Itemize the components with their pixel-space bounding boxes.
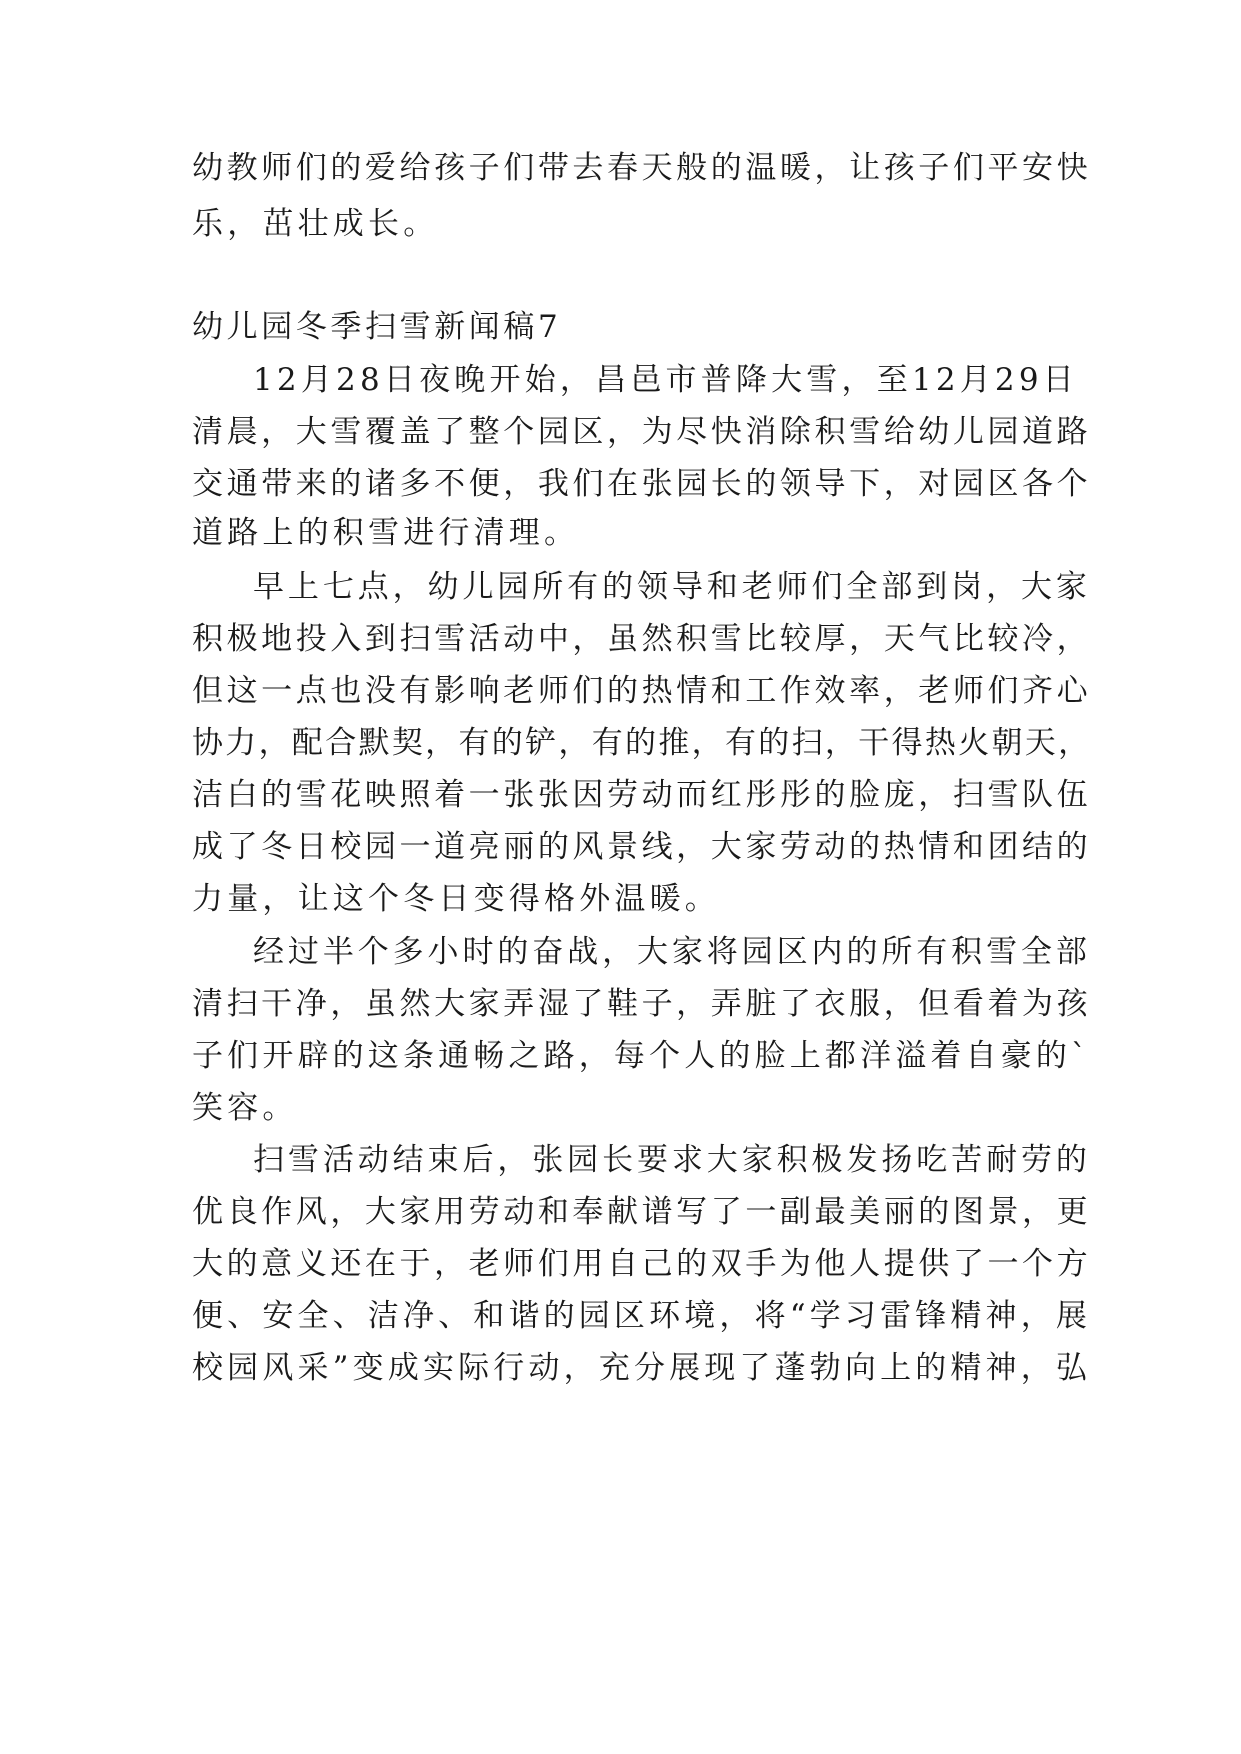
paragraph-line: 扫雪活动结束后，张园长要求大家积极发扬吃苦耐劳的 — [253, 1142, 1091, 1178]
paragraph-line: 力量，让这个冬日变得格外温暖。 — [192, 881, 720, 917]
paragraph-line: 大的意义还在于，老师们用自己的双手为他人提供了一个方 — [192, 1246, 1092, 1282]
paragraph-line: 12月28日夜晚开始，昌邑市普降大雪，至12月29日 — [253, 362, 1078, 398]
paragraph-line: 交通带来的诸多不便，我们在张园长的领导下，对园区各个 — [192, 466, 1092, 502]
paragraph-line: 子们开辟的这条通畅之路，每个人的脸上都洋溢着自豪的` — [192, 1038, 1091, 1074]
paragraph-line: 协力，配合默契，有的铲，有的推，有的扫，干得热火朝天， — [192, 725, 1092, 761]
paragraph-line: 经过半个多小时的奋战，大家将园区内的所有积雪全部 — [253, 934, 1091, 970]
paragraph-line: 清扫干净，虽然大家弄湿了鞋子，弄脏了衣服，但看着为孩 — [192, 986, 1092, 1022]
paragraph-line: 校园风采”变成实际行动，充分展现了蓬勃向上的精神，弘 — [192, 1350, 1092, 1386]
section-title: 幼儿园冬季扫雪新闻稿7 — [192, 309, 562, 345]
paragraph-line: 笑容。 — [192, 1090, 298, 1126]
paragraph-line: 道路上的积雪进行清理。 — [192, 515, 580, 551]
intro-line: 幼教师们的爱给孩子们带去春天般的温暖，让孩子们平安快 — [192, 150, 1092, 186]
paragraph-line: 但这一点也没有影响老师们的热情和工作效率，老师们齐心 — [192, 673, 1092, 709]
intro-line: 乐，茁壮成长。 — [192, 206, 439, 242]
paragraph-line: 洁白的雪花映照着一张张因劳动而红彤彤的脸庞，扫雪队伍 — [192, 777, 1092, 813]
paragraph-line: 积极地投入到扫雪活动中，虽然积雪比较厚，天气比较冷， — [192, 621, 1092, 657]
paragraph-line: 早上七点，幼儿园所有的领导和老师们全部到岗，大家 — [253, 569, 1091, 605]
paragraph-line: 清晨，大雪覆盖了整个园区，为尽快消除积雪给幼儿园道路 — [192, 414, 1092, 450]
paragraph-line: 成了冬日校园一道亮丽的风景线，大家劳动的热情和团结的 — [192, 829, 1092, 865]
paragraph-line: 优良作风，大家用劳动和奉献谱写了一副最美丽的图景，更 — [192, 1194, 1092, 1230]
paragraph-line: 便、安全、洁净、和谐的园区环境，将“学习雷锋精神，展 — [192, 1298, 1092, 1334]
